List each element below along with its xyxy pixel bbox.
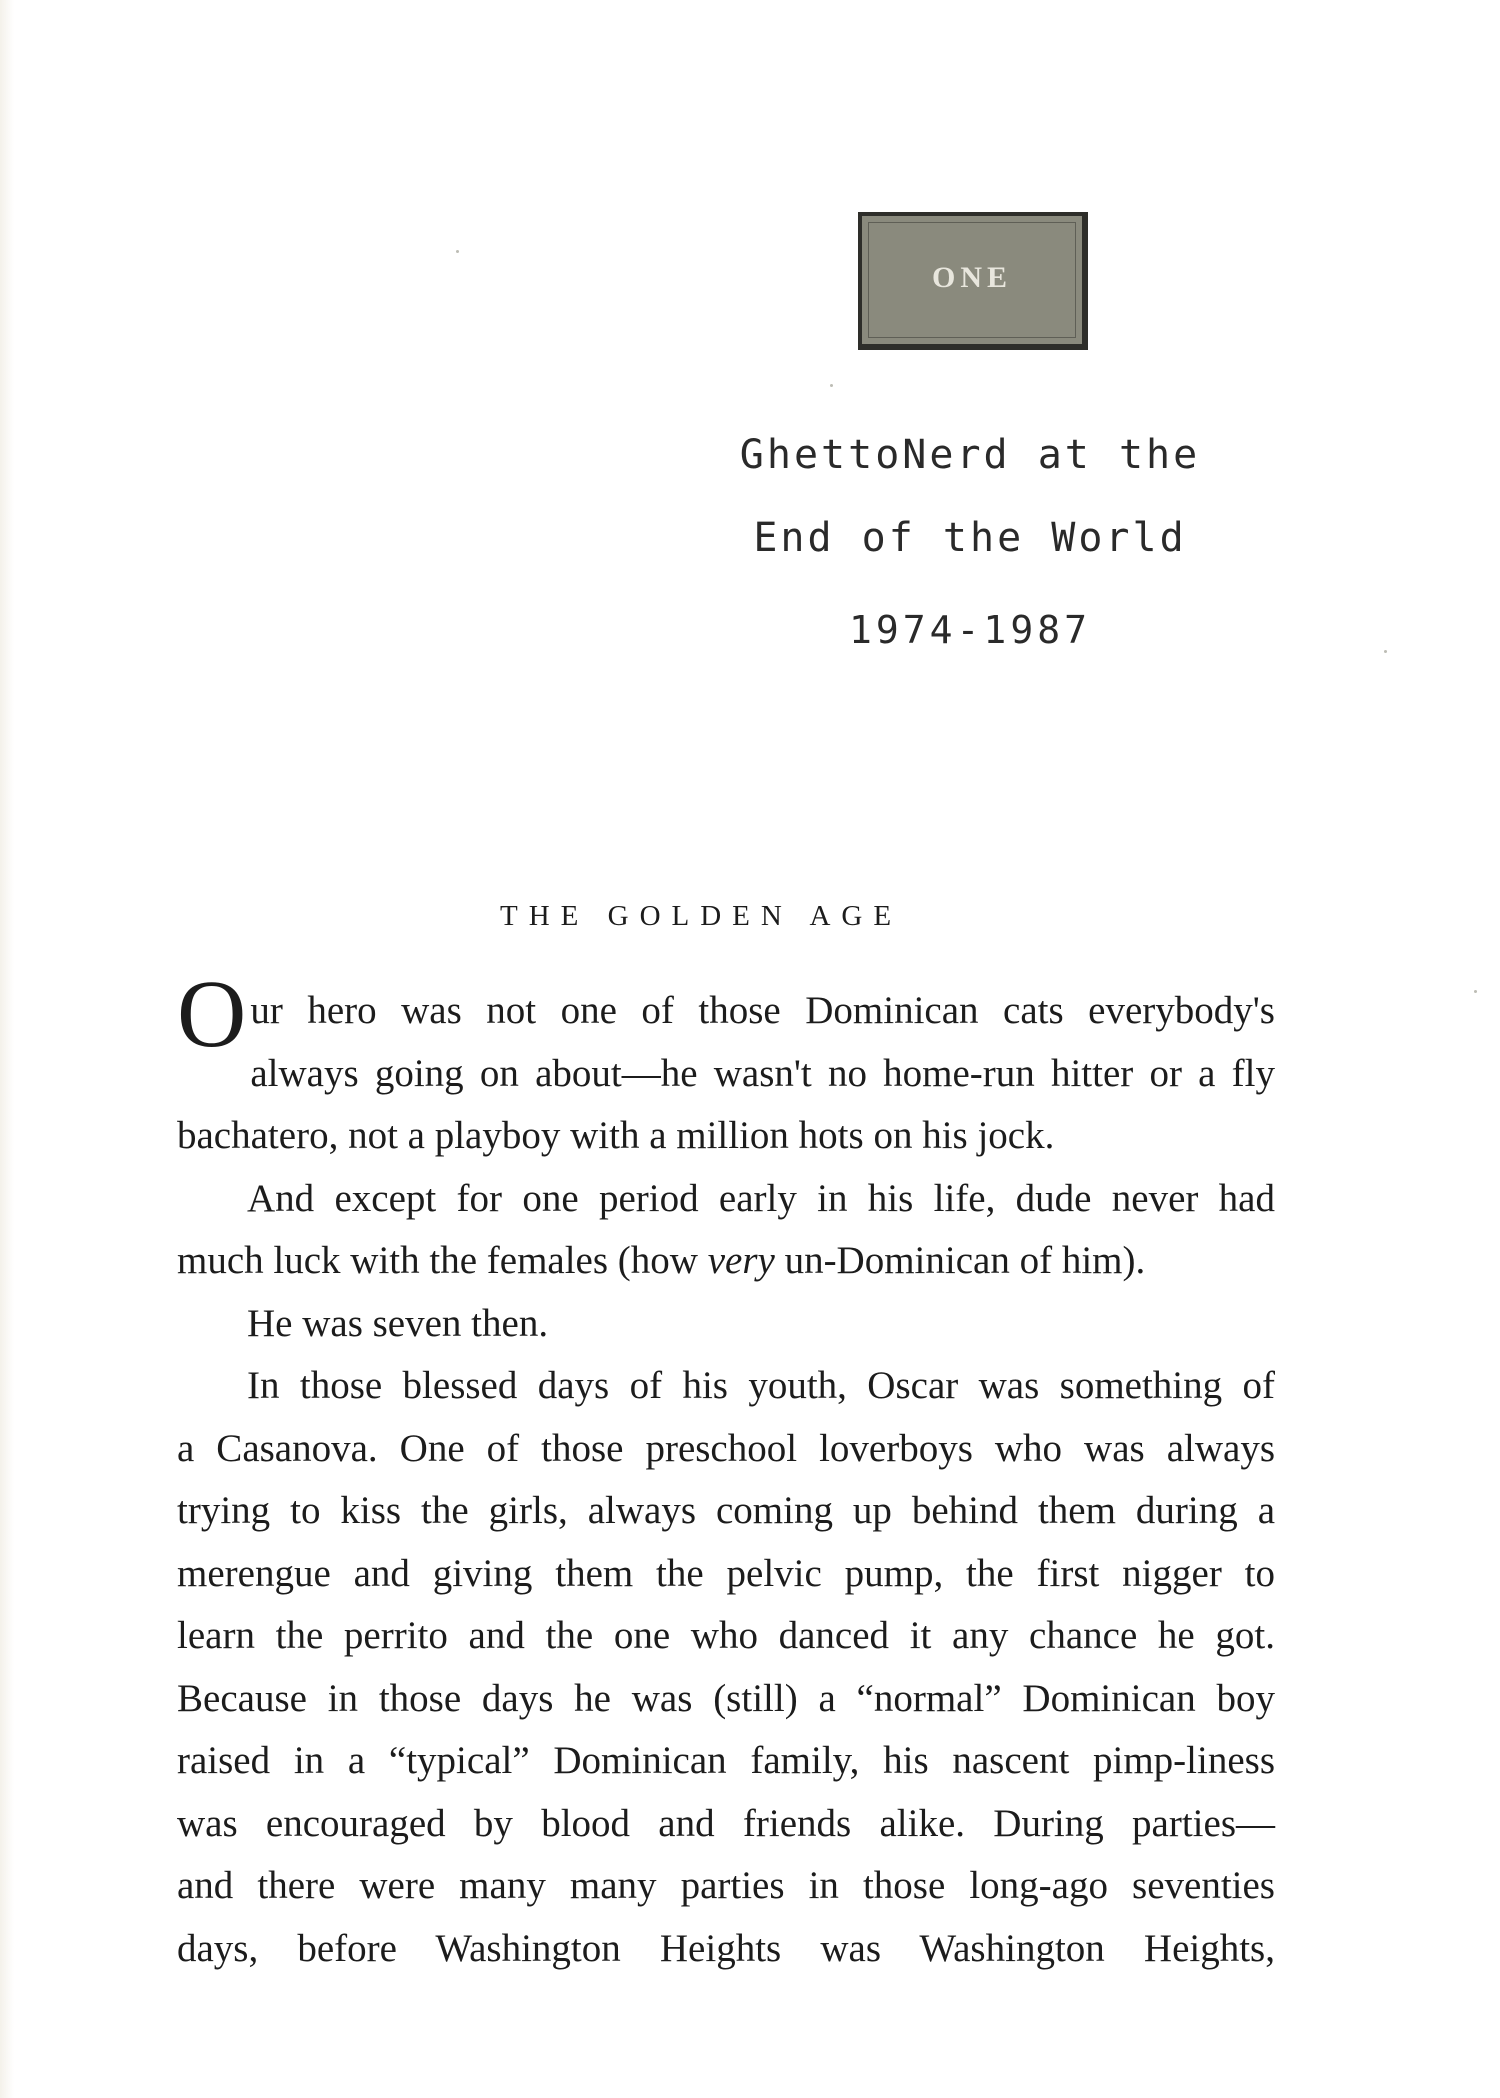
body-line: In those blessed days of his youth, Oscar was something of: [247, 1364, 1275, 1407]
body-line: and there were many many parties in those long-ago seventies: [177, 1864, 1275, 1907]
chapter-number-box: [858, 212, 1088, 350]
chapter-title-line-2: End of the World: [753, 515, 1187, 561]
scan-speck: [830, 384, 833, 387]
body-line: was encouraged by blood and friends alike. During parties—: [177, 1801, 1275, 1845]
body-line: a Casanova. One of those preschool loverboys who was always: [177, 1426, 1275, 1470]
scan-speck: [456, 250, 459, 253]
body-line: raised in a “typical” Dominican family, his nascent pimp-liness: [177, 1739, 1275, 1782]
body-line: trying to kiss the girls, always coming up behind them during a: [177, 1489, 1275, 1532]
body-line: learn the perrito and the one who danced it any chance he got.: [177, 1614, 1275, 1657]
body-line: And except for one period early in his life, dude never had: [247, 1176, 1275, 1220]
chapter-title-line-1: GhettoNerd at the: [739, 432, 1201, 478]
body-line: Our hero was not one of those Dominican cats everybody's: [177, 960, 1275, 1067]
page-edge-shadow: [0, 0, 14, 2098]
body-line: days, before Washington Heights was Washington Heights,: [177, 1926, 1275, 1970]
chapter-number: ONE: [931, 261, 1012, 294]
body-line: Because in those days he was (still) a “normal” Dominican boy: [177, 1676, 1275, 1720]
drop-cap: O: [177, 960, 247, 1067]
body-line: always going on about—he wasn't no home-run hitter or a fly: [250, 1051, 1275, 1095]
body-line: merengue and giving them the pelvic pump, the first nigger to: [177, 1551, 1275, 1595]
body-line: bachatero, not a playboy with a million hots on his jock.: [177, 1114, 1055, 1157]
body-text: [177, 960, 1275, 1980]
italic-emphasis: very: [707, 1239, 775, 1282]
section-heading: THE GOLDEN AGE: [500, 900, 903, 932]
body-line: much luck with the females (how very un-Dominican of him).: [177, 1239, 1146, 1282]
scan-speck: [1474, 990, 1477, 993]
chapter-years: 1974-1987: [849, 608, 1091, 652]
body-line: He was seven then.: [247, 1301, 549, 1345]
scan-speck: [1384, 650, 1387, 653]
